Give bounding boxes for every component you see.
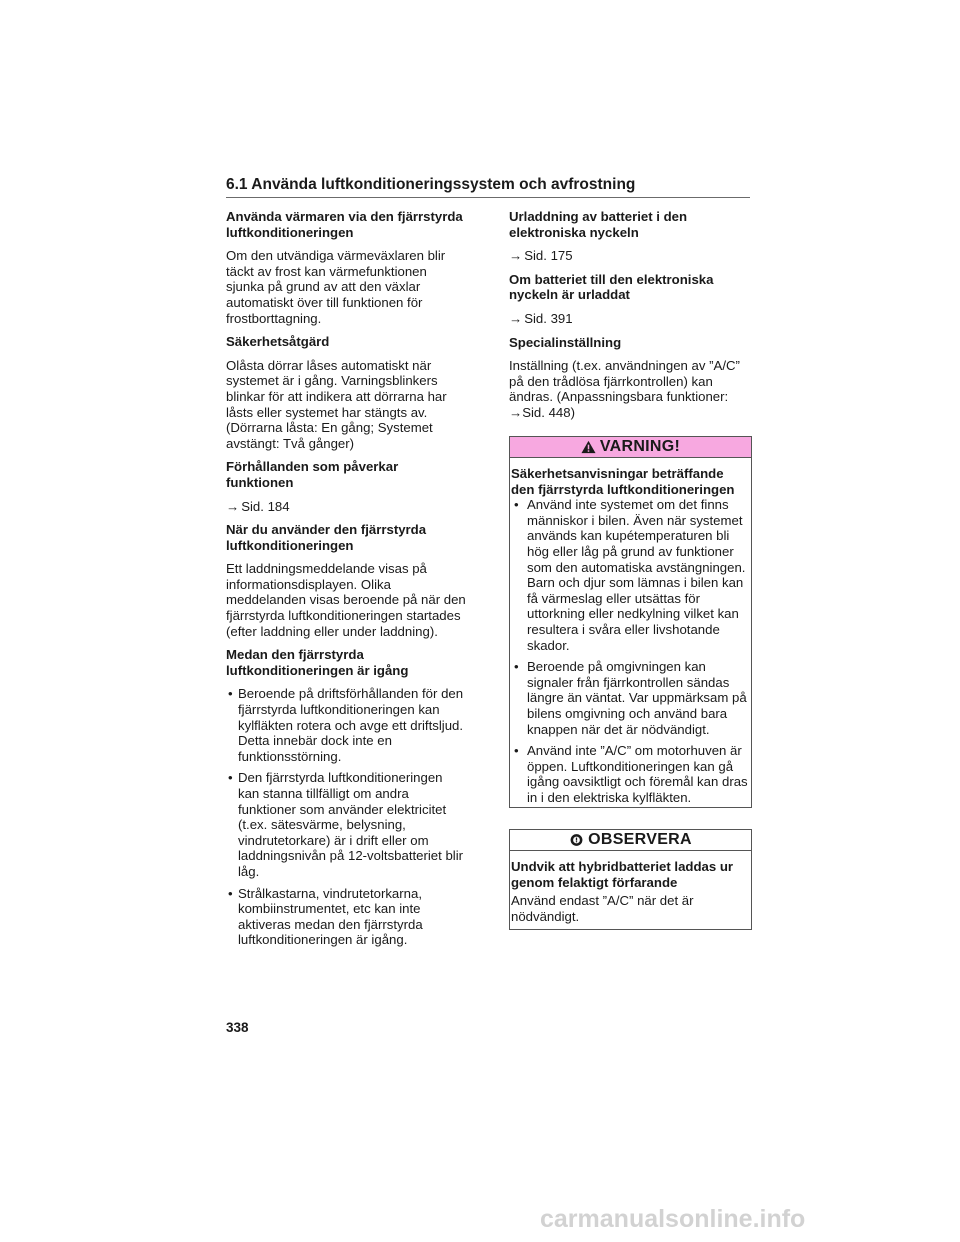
bullet-list-running bbox=[226, 686, 466, 948]
heading-safety: Säkerhetsåtgärd bbox=[226, 334, 330, 350]
warning-box bbox=[509, 436, 752, 808]
list-item: • Använd inte ”A/C” om motorhuven är öppen. Luftkonditioneringen kan gå igång oavsiktligt och föremål kan dras in i den elektriska kylfläkten. bbox=[511, 743, 749, 805]
notice-text: Använd endast ”A/C” när det är nödvändigt. bbox=[511, 893, 694, 924]
page-reference-448[interactable] bbox=[509, 405, 575, 420]
list-item: • Den fjärrstyrda luftkonditioneringen kan stanna tillfälligt om andra funktioner som använder elektricitet (t.ex. sätesvärme, belysning, vindrutetorkare) är i drift eller om laddningsnivån på 12-voltsbatteriet blir låg. bbox=[226, 770, 466, 879]
warning-content bbox=[510, 458, 751, 805]
caution-gear-icon bbox=[569, 833, 584, 847]
notice-content bbox=[510, 851, 751, 924]
warning-triangle-icon bbox=[581, 440, 596, 454]
list-item: • Strålkastarna, vindrutetorkarna, kombiinstrumentet, etc kan inte aktiveras medan den fjärrstyrda luftkonditioneringen är igång. bbox=[226, 886, 466, 948]
list-item: • Beroende på omgivningen kan signaler från fjärrkontrollen sändas längre än väntat. Var uppmärksam på bilens omgivning och använd bara knappen när det är nödvändigt. bbox=[511, 659, 749, 737]
page-reference-175[interactable] bbox=[509, 248, 749, 264]
list-item: • Beroende på driftsförhållanden för den fjärrstyrda luftkonditioneringen kan kylfläkten rotera och avge ett driftsljud. Detta innebär dock inte en funktionsstörning. bbox=[226, 686, 466, 764]
watermark: carmanualsonline.info bbox=[540, 1205, 806, 1233]
reference-text: Sid. 175 bbox=[524, 248, 573, 264]
notice-box bbox=[509, 829, 752, 930]
left-column bbox=[226, 209, 466, 956]
page-reference-391[interactable] bbox=[509, 311, 749, 327]
reference-text: Sid. 448) bbox=[522, 404, 575, 420]
notice-title-bar bbox=[510, 830, 751, 851]
notice-subtitle: Undvik att hybridbatteriet laddas ur genom felaktigt förfarande bbox=[511, 859, 734, 890]
section-title: 6.1 Använda luftkonditioneringssystem och avfrostning bbox=[226, 176, 636, 193]
heading-while-running: Medan den fjärrstyrda luftkonditioneringen är igång bbox=[226, 647, 409, 678]
paragraph-locking: Olåsta dörrar låses automatiskt när systemet är i gång. Varningsblinkers blinkar för att indikera att dörrarna har låsts eller systemet har stängts av. (Dörrarna låsta: En gång; Systemet avstängt: Två gånger) bbox=[226, 357, 447, 451]
notice-title: OBSERVERA bbox=[588, 831, 692, 848]
heading-special-setting: Specialinställning bbox=[509, 334, 622, 350]
special-setting-text: Inställning (t.ex. användningen av ”A/C” på den trådlösa fjärrkontrollen) kan ändras. (Anpassningsbara funktioner: bbox=[509, 358, 740, 405]
heading-key-battery-empty: Om batteriet till den elektroniska nyckeln är urladdat bbox=[509, 271, 714, 303]
section-header bbox=[226, 176, 750, 198]
warning-title-bar bbox=[510, 437, 751, 458]
arrow-right-icon: → bbox=[509, 248, 523, 264]
heading-conditions: Förhållanden som påverkar funktionen bbox=[226, 459, 399, 490]
warning-subtitle: Säkerhetsanvisningar beträffande den fjärrstyrda luftkonditioneringen bbox=[511, 466, 735, 497]
warning-title: VARNING! bbox=[599, 438, 681, 455]
arrow-right-icon: → bbox=[226, 498, 240, 514]
heading-when-using: När du använder den fjärrstyrda luftkonditioneringen bbox=[226, 522, 427, 553]
paragraph-charging-message: Ett laddningsmeddelande visas på informationsdisplayen. Olika meddelanden visas beroende på när den fjärrstyrda luftkonditioneringen startades (efter laddning eller under laddning). bbox=[226, 561, 466, 639]
arrow-right-icon: → bbox=[509, 404, 523, 420]
heading-key-battery-discharge: Urladdning av batteriet i den elektroniska nyckeln bbox=[509, 209, 688, 240]
reference-text: Sid. 391 bbox=[524, 310, 573, 326]
list-item: • Använd inte systemet om det finns människor i bilen. Även när systemet används kan kupétemperaturen bli hög eller låg på grund av funktioner som den automatiska avstängningen. Barn och djur som lämnas i bilen kan få värmeslag eller utsättas för uttorkning eller nedkylning vilket kan resultera i svåra eller livshotande skador. bbox=[511, 497, 749, 653]
paragraph-frost: Om den utvändiga värmeväxlaren blir täckt av frost kan värmefunktionen sjunka på grund av att den växlar automatiskt över till funktionen för frostborttagning. bbox=[226, 248, 446, 326]
page-number: 338 bbox=[226, 1020, 249, 1035]
paragraph-special-setting bbox=[509, 358, 749, 420]
reference-text: Sid. 184 bbox=[241, 498, 290, 514]
heading-remote-heater: Använda värmaren via den fjärrstyrda luftkonditioneringen bbox=[226, 209, 463, 240]
page-reference-184[interactable] bbox=[226, 499, 466, 515]
warning-bullets bbox=[511, 497, 749, 805]
right-column bbox=[509, 209, 749, 429]
arrow-right-icon: → bbox=[509, 310, 523, 326]
